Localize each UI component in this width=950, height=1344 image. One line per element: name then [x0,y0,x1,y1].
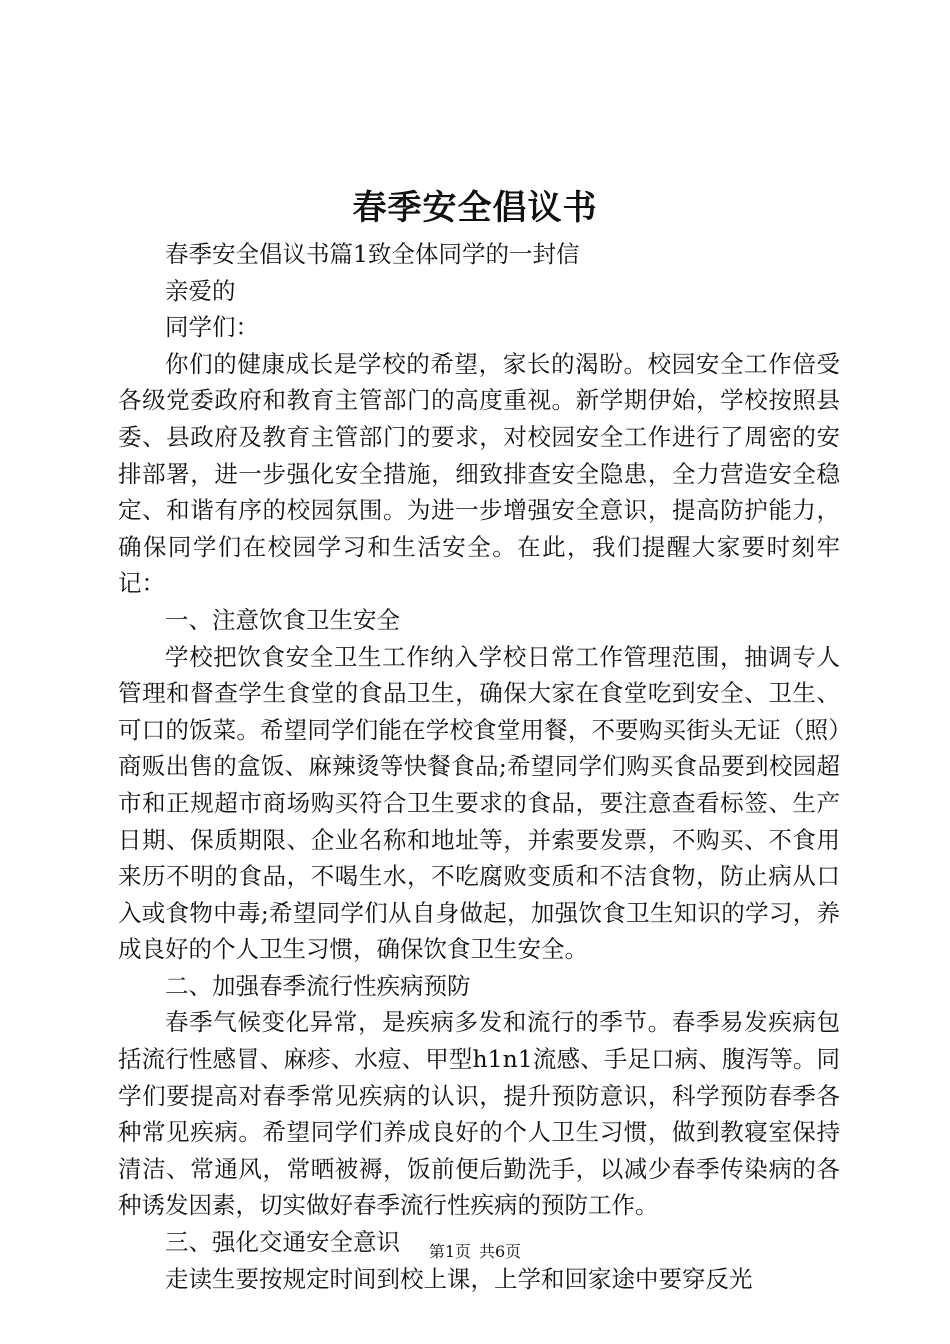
paragraph: 春季安全倡议书篇1致全体同学的一封信 [165,240,580,268]
page-total: 共6页 [479,1242,522,1261]
page-footer [0,1240,950,1264]
document-body [118,236,840,1297]
section-heading: 一、注意饮食卫生安全 [165,605,400,634]
paragraph: 亲爱的 [165,276,236,305]
page-number: 第1页 [428,1242,471,1261]
section-heading: 三、强化交通安全意识 [165,1228,400,1257]
paragraph: 走读生要按规定时间到校上课，上学和回家途中要穿反光 [165,1264,753,1293]
paragraph: 春季气候变化异常，是疾病多发和流行的季节。春季易发疾病包括流行性感冒、麻疹、水痘、甲型h1n1流感、手足口病、腹泻等。同学们要提高对春季常见疾病的认识，提升预防意识，科学预防春季各种常见疾病。希望同学们养成良好的个人卫生习惯，做到教寝室保持清洁、常通风，常晒被褥，饭前便后勤洗手，以减少春季传染病的各种诱发因素，切实做好春季流行性疾病的预防工作。 [118,1008,840,1220]
section-heading: 二、加强春季流行性疾病预防 [165,971,471,1000]
paragraph: 学校把饮食安全卫生工作纳入学校日常工作管理范围，抽调专人管理和督查学生食堂的食品卫生，确保大家在食堂吃到安全、卫生、可口的饭菜。希望同学们能在学校食堂用餐，不要购买街头无证（照）商贩出售的盒饭、麻辣烫等快餐食品;希望同学们购买食品要到校园超市和正规超市商场购买符合卫生要求的食品，要注意查看标签、生产日期、保质期限、企业名称和地址等，并索要发票，不购买、不食用来历不明的食品，不喝生水，不吃腐败变质和不洁食物，防止病从口入或食物中毒;希望同学们从自身做起，加强饮食卫生知识的学习，养成良好的个人卫生习惯，确保饮食卫生安全。 [118,642,840,964]
paragraph: 你们的健康成长是学校的希望，家长的渴盼。校园安全工作倍受各级党委政府和教育主管部门的高度重视。新学期伊始，学校按照县委、县政府及教育主管部门的要求，对校园安全工作进行了周密的安排部署，进一步强化安全措施，细致排查安全隐患，全力营造安全稳定、和谐有序的校园氛围。为进一步增强安全意识，提高防护能力，确保同学们在校园学习和生活安全。在此，我们提醒大家要时刻牢记： [118,349,840,598]
paragraph: 同学们： [165,313,259,342]
document-title: 春季安全倡议书 [352,188,598,228]
